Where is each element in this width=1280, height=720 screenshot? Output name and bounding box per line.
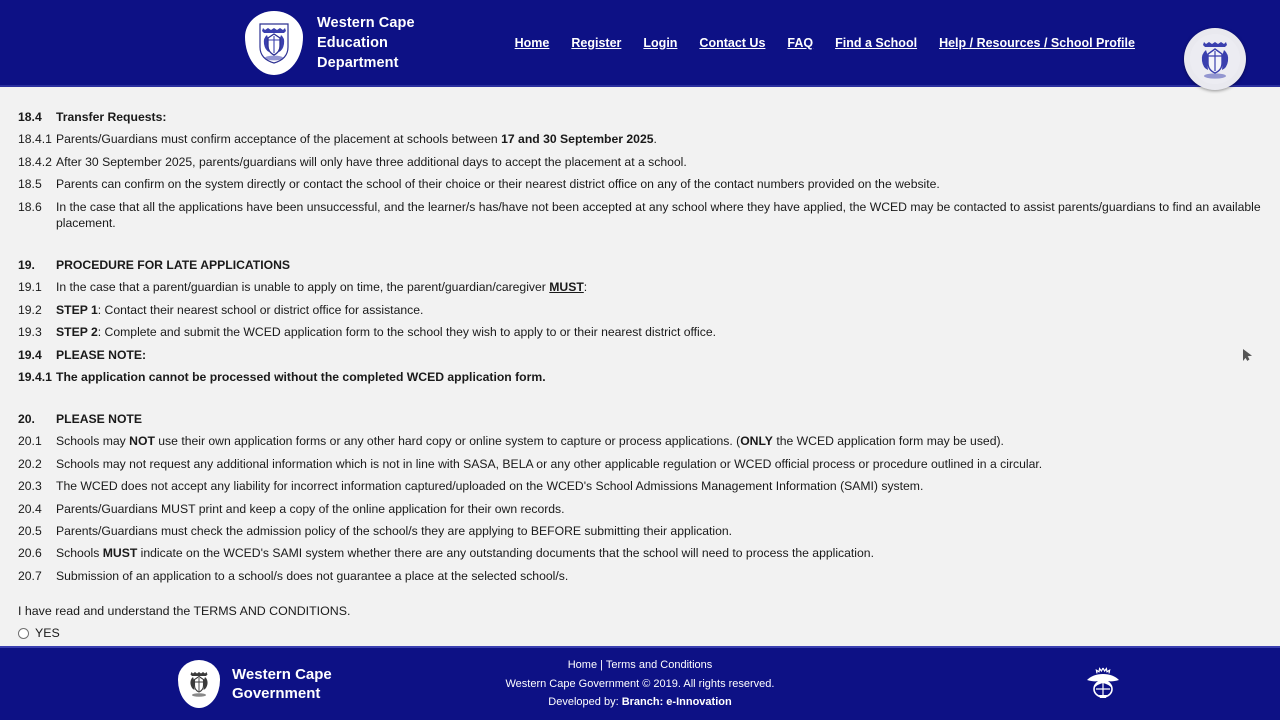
clause-number: 20.2 xyxy=(18,456,42,471)
consent-yes-radio[interactable] xyxy=(18,628,29,639)
clause-item xyxy=(18,478,1262,494)
footer-developer-name: Branch: e-Innovation xyxy=(621,696,732,709)
clause-number: 18.6 xyxy=(18,199,42,214)
clause-text: PLEASE NOTE: xyxy=(56,347,147,362)
western-cape-provincial-seal-icon xyxy=(1184,28,1246,90)
clause-item xyxy=(18,501,1262,517)
clause-text: Submission of an application to a school/s does not guarantee a place at the selected school/s. xyxy=(56,568,569,583)
footer-brand-line-2: Government xyxy=(232,685,321,702)
clause-item xyxy=(18,176,1262,192)
nav-item-register[interactable]: Register xyxy=(571,35,622,50)
nav-item-home[interactable]: Home xyxy=(514,35,550,50)
consent-yes-label[interactable]: YES xyxy=(35,626,60,641)
clause-number: 18.4 xyxy=(18,110,42,124)
clause-number: 20.4 xyxy=(18,501,42,516)
nav-item-find-a-school[interactable]: Find a School xyxy=(835,35,918,50)
nav-item-contact-us[interactable]: Contact Us xyxy=(699,35,766,50)
clause-number: 18.5 xyxy=(18,177,42,192)
clause-item xyxy=(18,131,1262,147)
brand-line-2: Education xyxy=(317,34,388,51)
clause-item xyxy=(18,199,1262,232)
clause-item xyxy=(18,154,1262,170)
clause-item xyxy=(18,347,1262,363)
clause-text: Schools may NOT use their own application forms or any other hard copy or online system to capture or process applications. (ONLY the WCED application form may be used). xyxy=(56,434,1004,449)
clause-number: 20.5 xyxy=(18,523,42,538)
clause-number: 19. xyxy=(18,257,35,272)
footer-link-home[interactable]: Home xyxy=(567,658,598,671)
clause-text: Parents/Guardians MUST print and keep a copy of the online application for their own records. xyxy=(56,501,565,516)
clause-spacer xyxy=(18,392,1262,411)
header-brand xyxy=(245,11,415,75)
clause-number: 20.7 xyxy=(18,568,42,583)
main-navigation xyxy=(515,36,1135,50)
clause-text: Schools may not request any additional information which is not in line with SASA, BELA or any other applicable regulation or WCED official process or procedure outlined in a circular. xyxy=(56,456,1043,471)
consent-statement: I have read and understand the TERMS AND CONDITIONS. xyxy=(18,604,351,619)
clause-text: In the case that all the applications have been unsuccessful, and the learner/s has/have not been accepted at any school where they have applied, the WCED may be contacted to assist parents/guardians to find an available placement. xyxy=(56,199,1261,231)
footer-developed-prefix: Developed by: xyxy=(548,696,622,709)
nav-item-faq[interactable]: FAQ xyxy=(787,35,814,50)
header-brand-title xyxy=(317,13,415,73)
clause-text: In the case that a parent/guardian is unable to apply on time, the parent/guardian/caregiver MUST: xyxy=(56,280,588,295)
clause-number: 19.4 xyxy=(18,347,42,362)
brand-line-3: Department xyxy=(317,54,399,71)
clause-text: Parents/Guardians must check the admission policy of the school/s they are applying to BEFORE submitting their application. xyxy=(56,523,733,538)
nav-item-login[interactable]: Login xyxy=(643,35,678,50)
clause-item xyxy=(18,324,1262,340)
clause-item xyxy=(18,433,1262,449)
clause-item xyxy=(18,523,1262,539)
nav-item-help-resources-school-profile[interactable]: Help / Resources / School Profile xyxy=(939,35,1135,50)
footer-copyright: Western Cape Government © 2019. All rights reserved. xyxy=(505,677,775,690)
site-header xyxy=(0,0,1280,87)
clause-number: 19.3 xyxy=(18,325,42,340)
clause-item xyxy=(18,109,1262,125)
clause-number: 20.6 xyxy=(18,546,42,561)
clause-text: The application cannot be processed without the completed WCED application form. xyxy=(56,370,546,385)
clause-item xyxy=(18,456,1262,472)
clause-text: Parents/Guardians must confirm acceptance of the placement at schools between 17 and 30 September 2025. xyxy=(56,132,657,147)
clause-text: PROCEDURE FOR LATE APPLICATIONS xyxy=(56,257,291,272)
clause-text: Schools MUST indicate on the WCED's SAMI system whether there are any outstanding documents that the school will need to process the application. xyxy=(56,546,874,561)
clause-text: The WCED does not accept any liability for incorrect information captured/uploaded on the WCED's School Admissions Management Information (SAMI) system. xyxy=(56,479,924,494)
clause-text: STEP 2: Complete and submit the WCED application form to the school they wish to apply to or their nearest district office. xyxy=(56,325,717,340)
clause-item xyxy=(18,302,1262,318)
clause-number: 19.4.1 xyxy=(18,370,52,385)
site-footer xyxy=(0,646,1280,720)
clause-number: 20.3 xyxy=(18,479,42,494)
clause-text: Transfer Requests: xyxy=(56,110,167,124)
south-african-coat-of-arms-icon xyxy=(1080,661,1126,707)
clause-text: PLEASE NOTE xyxy=(56,411,143,426)
clause-item xyxy=(18,411,1262,427)
clause-number: 20.1 xyxy=(18,434,42,449)
clause-item xyxy=(18,279,1262,295)
clause-number: 19.2 xyxy=(18,302,42,317)
clause-text: Parents can confirm on the system directly or contact the school of their choice or their nearest district office on any of the contact numbers provided on the website. xyxy=(56,177,940,192)
footer-brand-line-1: Western Cape xyxy=(232,665,332,683)
clause-number: 20. xyxy=(18,411,35,426)
footer-link-separator: | xyxy=(597,658,606,671)
clause-item xyxy=(18,568,1262,584)
clause-number: 19.1 xyxy=(18,280,42,295)
clause-item xyxy=(18,545,1262,561)
brand-line-1: Western Cape xyxy=(317,14,415,31)
clause-list xyxy=(18,109,1262,584)
clause-text: STEP 1: Contact their nearest school or district office for assistance. xyxy=(56,302,424,317)
clause-number: 18.4.1 xyxy=(18,132,52,147)
western-cape-education-department-crest-icon xyxy=(245,11,303,75)
clause-spacer xyxy=(18,238,1262,257)
terms-and-conditions-content xyxy=(0,87,1280,645)
clause-number: 18.4.2 xyxy=(18,154,52,169)
clause-text: After 30 September 2025, parents/guardians will only have three additional days to accept the placement at a school. xyxy=(56,154,687,169)
footer-link-terms-and-conditions[interactable]: Terms and Conditions xyxy=(605,658,713,671)
consent-radio-row[interactable] xyxy=(18,626,1262,640)
clause-item xyxy=(18,257,1262,273)
clause-item xyxy=(18,369,1262,385)
